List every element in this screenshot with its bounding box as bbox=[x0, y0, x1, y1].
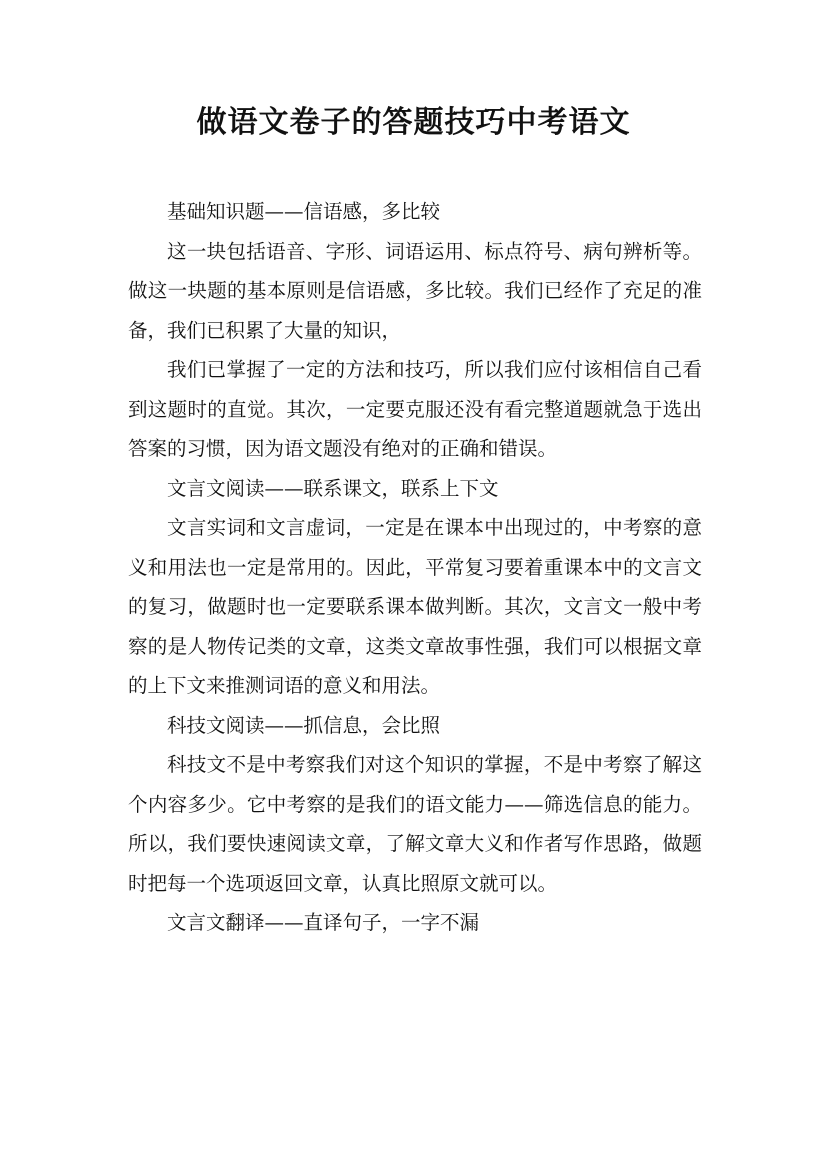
section-heading-basic-knowledge: 基础知识题——信语感，多比较 bbox=[167, 200, 441, 223]
paragraph: 科技文不是中考察我们对这个知识的掌握，不是中考察了解这个内容多少。它中考察的是我们的语文能力——筛选信息的能力。所以，我们要快速阅读文章，了解文章大义和作者写作思路，做题时把每一个选项返回文章，认真比照原文就可以。 bbox=[128, 753, 702, 895]
document-body bbox=[128, 192, 702, 943]
paragraph: 我们已掌握了一定的方法和技巧，所以我们应付该相信自己看到这题时的直觉。其次，一定要克服还没有看完整道题就急于选出答案的习惯，因为语文题没有绝对的正确和错误。 bbox=[128, 358, 702, 460]
section-heading-classical-translation: 文言文翻译——直译句子，一字不漏 bbox=[167, 911, 480, 934]
section-heading-classical-reading: 文言文阅读——联系课文，联系上下文 bbox=[167, 476, 499, 500]
paragraph: 文言实词和文言虚词，一定是在课本中出现过的，中考察的意义和用法也一定是常用的。因此，平常复习要着重课本中的文言文的复习，做题时也一定要联系课本做判断。其次，文言文一般中考察的是人物传记类的文章，这类文章故事性强，我们可以根据文章的上下文来推测词语的意义和用法。 bbox=[128, 516, 702, 697]
document-title: 做语文卷子的答题技巧中考语文 bbox=[196, 105, 631, 140]
section-heading-science-reading: 科技文阅读——抓信息，会比照 bbox=[167, 713, 441, 737]
paragraph: 这一块包括语音、字形、词语运用、标点符号、病句辨析等。做这一块题的基本原则是信语感，多比较。我们已经作了充足的准备，我们已积累了大量的知识， bbox=[128, 239, 702, 342]
